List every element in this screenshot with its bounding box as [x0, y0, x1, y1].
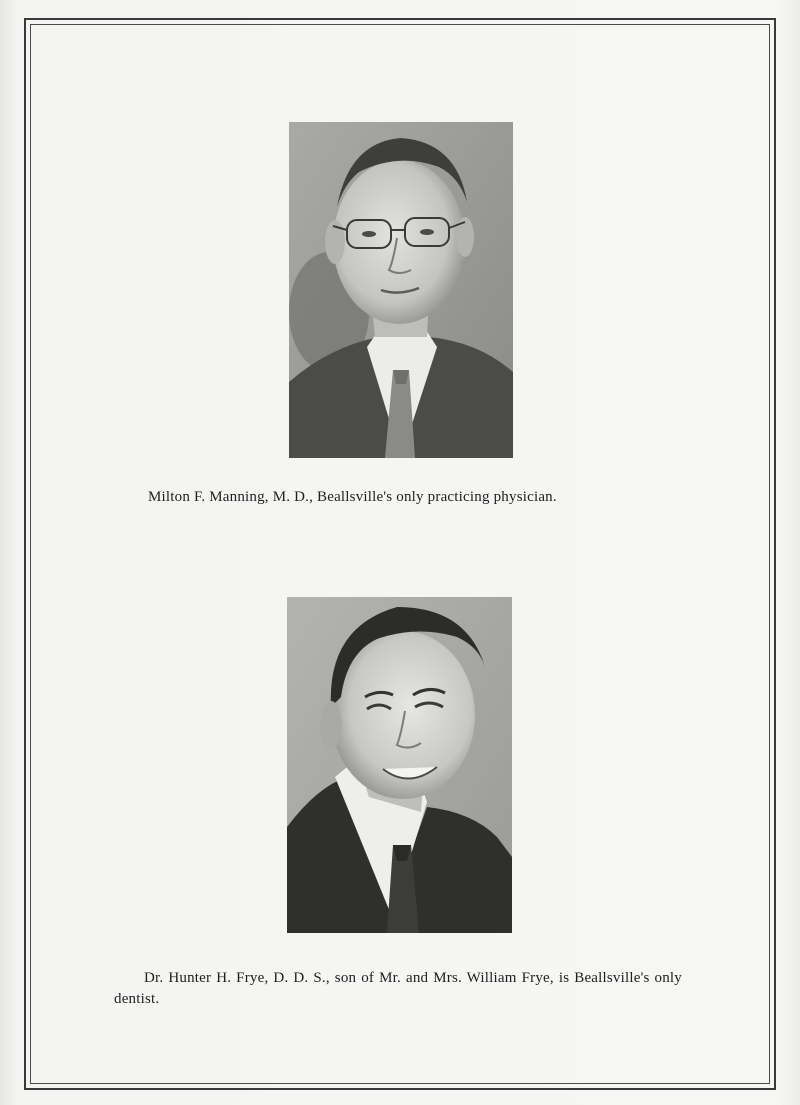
portrait-image-physician [289, 122, 513, 458]
portrait-photo-physician [289, 122, 513, 458]
caption-dentist: Dr. Hunter H. Frye, D. D. S., son of Mr. and Mrs. William Frye, is Beallsville's only dentist. [114, 970, 682, 1007]
portrait-photo-dentist [287, 597, 512, 933]
caption-physician: Milton F. Manning, M. D., Beallsville's only practicing physician. [148, 489, 557, 505]
portrait-image-dentist [287, 597, 512, 933]
